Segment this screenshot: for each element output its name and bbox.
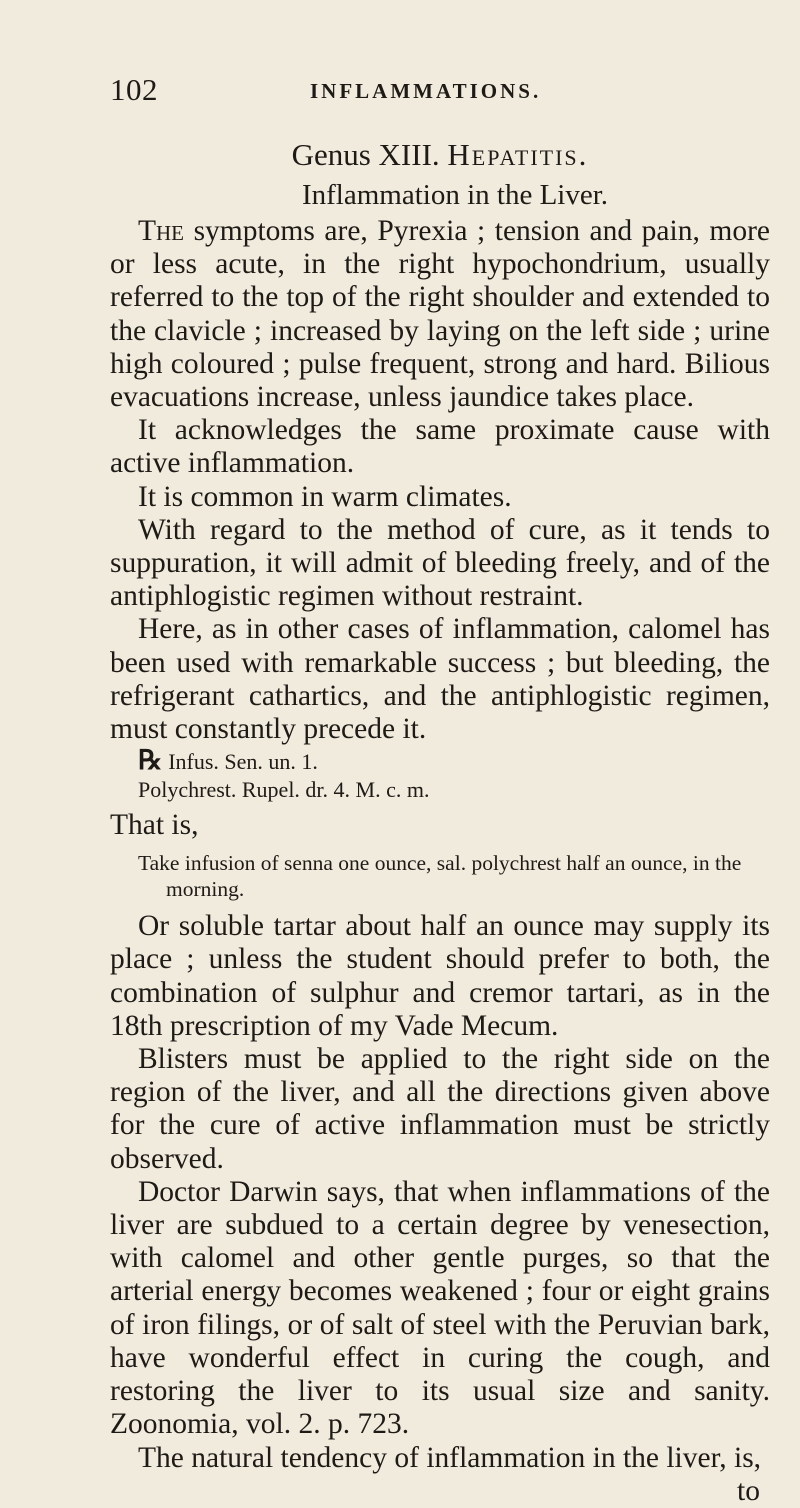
that-is-label: That is, [110, 809, 199, 842]
recipe-symbol: ℞ [138, 745, 163, 776]
genus-heading [110, 135, 770, 175]
paragraph-symptoms [110, 215, 770, 414]
paragraph-tartar: Or soluble tartar about half an ounce may supply its place ; unless the student should prefer to both, the combination of sulphur and cremor tartari, as in the 18th prescription of my Vade Mecum. [110, 910, 770, 1042]
genus-name: Hepatitis. [447, 137, 589, 172]
prescription-line-2: Polychrest. Rupel. dr. 4. M. c. m. [138, 777, 430, 803]
paragraph-darwin: Doctor Darwin says, that when inflammations of the liver are subdued to a certain degree by venesection, with calomel and other gentle purges, so that the arterial energy becomes weakened ; four or eight grains of iron filings, or of salt of steel with the Peruvian bark, have wonderful effect in curing the cough, and restoring the liver to its usual size and sanity. Zoonomia, vol. 2. p. 723. [110, 1175, 770, 1441]
section-subtitle: Inflammation in the Liver. [301, 179, 609, 211]
prescription-text-1: Infus. Sen. un. 1. [168, 749, 318, 775]
paragraph-climate: It is common in warm climates. [138, 480, 512, 513]
paragraph-cause: It acknowledges the same proximate cause with active inflammation. [110, 414, 770, 480]
prescription-line-1 [138, 746, 770, 776]
paragraph-blisters: Blisters must be applied to the right side on the region of the liver, and all the directions given above for the cure of active inflammation must be strictly observed. [110, 1043, 770, 1175]
running-head [110, 72, 770, 112]
running-title: INFLAMMATIONS. [310, 79, 542, 103]
paragraph-symptoms-text: symptoms are, Pyrexia ; tension and pain, more or less acute, in the right hypochondrium, usually referred to the top of the right shoulder and extended to the clavicle ; increased by laying on the left side ; urine high coloured ; pulse frequent, strong and hard. Bilious evacuations increase, unless jaundice takes place. [110, 215, 770, 414]
paragraph-cure: With regard to the method of cure, as it tends to suppuration, it will admit of bleeding freely, and of the antiphlogistic regimen without restraint. [110, 513, 770, 613]
page-number: 102 [110, 72, 158, 107]
paragraph-tendency: The natural tendency of inflammation in the liver, is, [138, 1441, 762, 1474]
paragraph-calomel: Here, as in other cases of inflammation, calomel has been used with remarkable success ; but bleeding, the refrigerant cathartics, and the antiphlogistic regimen, must constantly precede it. [110, 613, 770, 746]
genus-number: Genus XIII. [291, 137, 440, 172]
prescription-translation: Take infusion of senna one ounce, sal. polychrest half an ounce, in the morning. [138, 851, 742, 902]
paragraph-lead-word: The [138, 215, 185, 247]
catch-word: to [737, 1474, 760, 1507]
book-page [110, 72, 770, 1508]
